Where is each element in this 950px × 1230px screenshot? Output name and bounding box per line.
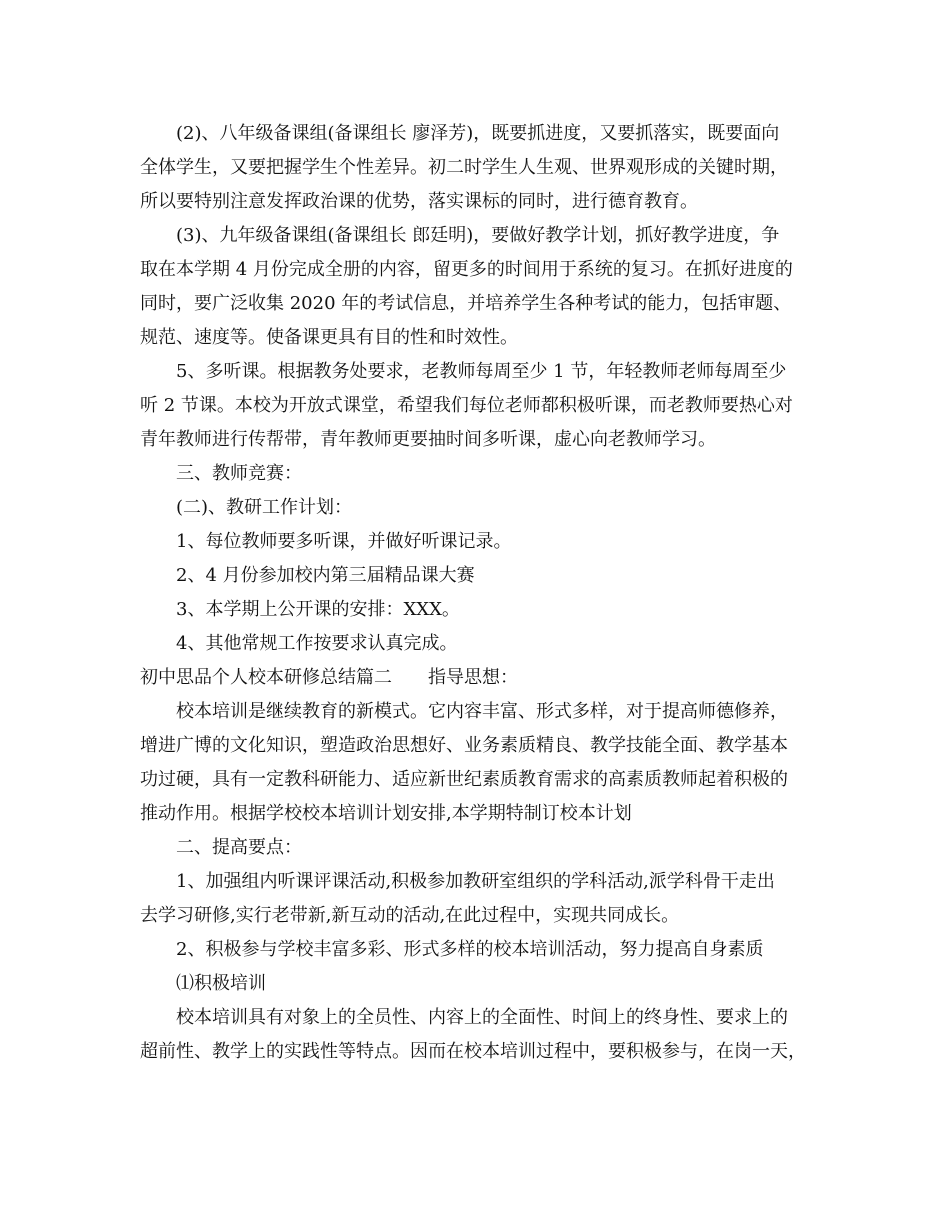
text-line: 去学习研修,实行老带新,新互动的活动,在此过程中，实现共同成长。 xyxy=(140,905,680,926)
text-line: 校本培训是继续教育的新模式。它内容丰富、形式多样，对于提高师德修养， xyxy=(176,701,788,722)
text-line: 2、积极参与学校丰富多彩、形式多样的校本培训活动，努力提高自身素质 xyxy=(176,939,764,960)
text-line: 所以要特别注意发挥政治课的优势，落实课标的同时，进行德育教育。 xyxy=(140,191,698,212)
text-line: 同时，要广泛收集 2020 年的考试信息，并培养学生各种考试的能力，包括审题、 xyxy=(140,293,792,314)
text-line: 4、其他常规工作按要求认真完成。 xyxy=(176,633,458,654)
text-line: (二)、教研工作计划： xyxy=(176,497,353,518)
document-body-part1 xyxy=(140,117,825,661)
section-heading xyxy=(140,661,825,695)
text-line: (3)、九年级备课组(备课组长 郎廷明)，要做好教学计划，抓好教学进度，争 xyxy=(176,225,780,246)
section-title: 初中思品个人校本研修总结篇二 xyxy=(140,667,392,688)
text-line: 1、每位教师要多听课，并做好听课记录。 xyxy=(176,531,512,552)
text-line: 功过硬，具有一定教科研能力、适应新世纪素质教育需求的高素质教师起着积极的 xyxy=(140,769,788,790)
text-line: 三、教师竞赛： xyxy=(176,463,302,484)
text-line: ⑴积极培训 xyxy=(176,973,266,994)
document-page xyxy=(140,117,825,1069)
text-line: 取在本学期 4 月份完成全册的内容，留更多的时间用于系统的复习。在抓好进度的 xyxy=(140,259,793,280)
text-line: 听 2 节课。本校为开放式课堂，希望我们每位老师都积极听课，而老教师要热心对 xyxy=(140,395,793,416)
text-line: 推动作用。根据学校校本培训计划安排,本学期特制订校本计划 xyxy=(140,803,632,824)
text-line: 超前性、教学上的实践性等特点。因而在校本培训过程中，要积极参与，在岗一天， xyxy=(140,1041,806,1062)
text-line: 1、加强组内听课评课活动,积极参加教研室组织的学科活动,派学科骨干走出 xyxy=(176,871,775,892)
text-line: 全体学生，又要把握学生个性差异。初二时学生人生观、世界观形成的关键时期， xyxy=(140,157,788,178)
text-line: 2、4 月份参加校内第三届精品课大赛 xyxy=(176,565,475,586)
text-line: 增进广博的文化知识，塑造政治思想好、业务素质精良、教学技能全面、教学基本 xyxy=(140,735,788,756)
section-subtitle: 指导思想： xyxy=(428,667,518,688)
text-line: 5、多听课。根据教务处要求，老教师每周至少 1 节，年轻教师老师每周至少 xyxy=(176,361,787,382)
document-body-part2 xyxy=(140,695,825,1069)
text-line: 二、提高要点： xyxy=(176,837,302,858)
text-line: 规范、速度等。使备课更具有目的性和时效性。 xyxy=(140,327,518,348)
text-line: (2)、八年级备课组(备课组长 廖泽芳)，既要抓进度，又要抓落实，既要面向 xyxy=(176,123,780,144)
text-line: 3、本学期上公开课的安排：XXX。 xyxy=(176,599,460,620)
text-line: 青年教师进行传帮带，青年教师更要抽时间多听课，虚心向老教师学习。 xyxy=(140,429,716,450)
text-line: 校本培训具有对象上的全员性、内容上的全面性、时间上的终身性、要求上的 xyxy=(176,1007,788,1028)
